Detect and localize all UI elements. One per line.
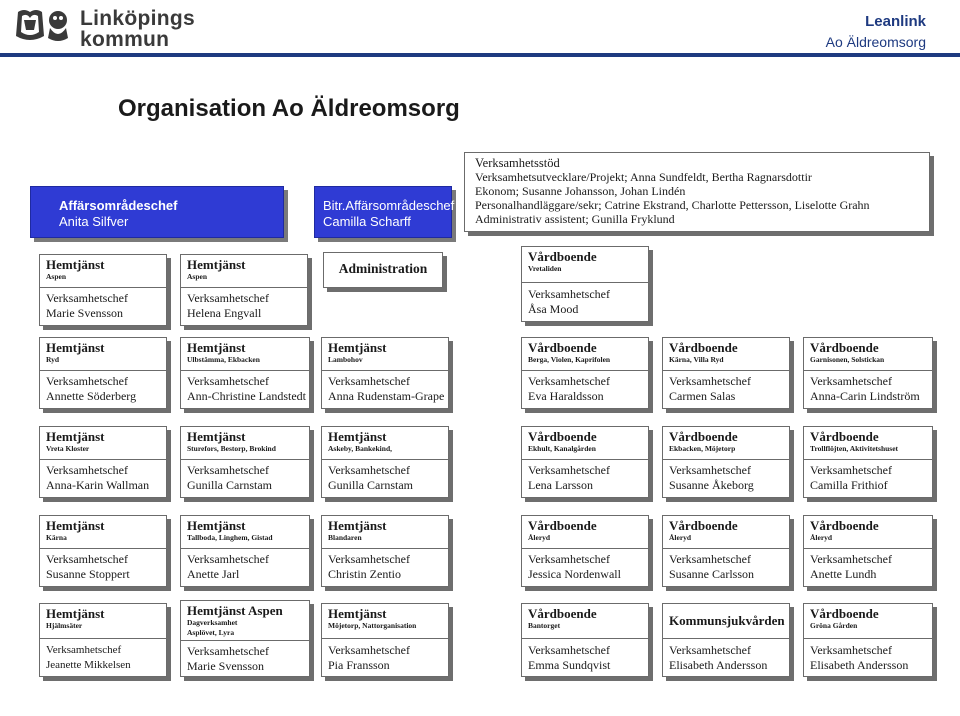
unit-title: Hemtjänst [187,257,246,272]
unit-sub: Ryd [46,355,60,364]
unit-sub: Vreta Kloster [46,444,90,453]
unit-header [40,516,166,549]
unit-name: Anette Lundh [810,567,877,581]
unit-box [321,337,449,409]
unit-box [662,603,790,677]
unit-role: Verksamhetschef [46,463,128,477]
unit-name: Camilla Frithiof [810,478,888,492]
unit-title: Hemtjänst [187,518,246,533]
unit-body [804,552,932,582]
unit-header [663,338,789,371]
header-unit: Ao Äldreomsorg [825,34,926,50]
unit-body [322,643,448,673]
unit-header [181,338,309,371]
unit-box [662,515,790,587]
unit-sub: Dagverksamhet [187,618,238,627]
unit-name: Annette Söderberg [46,389,137,403]
unit-title: Vårdboende [528,340,597,355]
unit-sub: Berga, Violen, Kaprifolen [528,355,611,364]
unit-sub: Ulbstämma, Ekbacken [187,355,260,364]
stod-heading: Verksamhetsstöd [475,156,560,170]
unit-header [322,604,448,639]
unit-role: Verksamhetschef [669,643,751,657]
unit-role: Verksamhetschef [669,552,751,566]
unit-name: Anna-Karin Wallman [46,478,150,492]
unit-box [321,515,449,587]
unit-role: Verksamhetschef [328,463,410,477]
unit-name: Jeanette Mikkelsen [46,659,131,671]
brand-line2: kommun [80,28,170,51]
unit-title: Vårdboende [810,606,879,621]
unit-title: Vårdboende [810,518,879,533]
unit-sub: Ekbacken, Möjetorp [669,444,736,453]
unit-role: Verksamhetschef [528,374,610,388]
chef-title: Affärsområdeschef [59,198,178,213]
unit-box [180,600,310,677]
unit-header [804,604,932,639]
unit-box [662,426,790,498]
unit-body [181,374,309,404]
unit-name: Lena Larsson [528,478,593,492]
unit-body [804,463,932,493]
unit-title: Vårdboende [669,429,738,444]
unit-body [40,374,166,404]
unit-header [40,604,166,639]
unit-body [181,552,309,582]
unit-title: Hemtjänst [187,340,246,355]
unit-box [803,337,933,409]
unit-sub: Garnisonen, Solstickan [810,355,885,364]
unit-body [322,374,448,404]
unit-box [521,246,649,322]
unit-box [39,515,167,587]
unit-sub: Aspen [187,272,208,281]
unit-header [40,338,166,371]
unit-role: Verksamhetschef [528,463,610,477]
unit-header [522,427,648,460]
unit-role: Verksamhetschef [528,287,610,301]
unit-header [522,516,648,549]
unit-sub: Blandaren [328,533,362,542]
unit-box [521,515,649,587]
unit-name: Ann-Christine Landstedt [187,389,306,403]
unit-role: Verksamhetschef [187,291,269,305]
unit-name: Pia Fransson [328,658,390,672]
unit-title: Hemtjänst [46,606,105,621]
unit-sub: Kärna, Villa Ryd [669,355,724,364]
unit-title: Vårdboende [669,518,738,533]
unit-role: Verksamhetschef [328,643,410,657]
unit-sub: Hjälmsäter [46,621,83,630]
unit-body [804,374,932,404]
chef-box [30,186,284,238]
unit-sub: Sturefors, Bestorp, Brokind [187,444,276,453]
brand-line1: Linköpings [80,7,195,30]
unit-sub: Bantorget [528,621,561,630]
unit-name: Susanne Stoppert [46,567,130,581]
unit-name: Christin Zentio [328,567,401,581]
unit-sub: Vretaliden [528,264,562,273]
unit-role: Verksamhetschef [46,644,122,656]
unit-name: Eva Haraldsson [528,389,604,403]
brand-name [80,8,195,50]
stod-line: Verksamhetsutvecklare/Projekt; Anna Sundfeldt, Bertha Ragnarsdottir [475,170,812,184]
unit-body [522,287,648,317]
unit-body [322,552,448,582]
unit-header [181,516,309,549]
unit-body [40,291,166,321]
unit-body [181,291,307,321]
unit-body [804,643,932,673]
unit-header [663,516,789,549]
unit-title: Hemtjänst [328,606,387,621]
unit-role: Verksamhetschef [187,644,269,658]
unit-title: Hemtjänst [328,340,387,355]
unit-box [39,337,167,409]
unit-name: Jessica Nordenwall [528,567,621,581]
header-divider [0,53,960,57]
unit-box [521,337,649,409]
unit-box [803,603,933,677]
unit-title: Hemtjänst [46,257,105,272]
unit-sub: Aspen [46,272,67,281]
unit-header [522,247,648,283]
unit-name: Gunilla Carnstam [328,478,413,492]
unit-sub: Tallboda, Linghem, Gistad [187,533,273,542]
unit-role: Verksamhetschef [187,374,269,388]
lion-crest-icon [14,6,76,44]
unit-body [40,643,166,673]
unit-name: Helena Engvall [187,306,262,320]
unit-sub: Trollflöjten, Aktivitetshuset [810,444,899,453]
unit-title: Vårdboende [669,340,738,355]
unit-role: Verksamhetschef [528,643,610,657]
unit-header [322,338,448,371]
unit-body [322,463,448,493]
unit-role: Verksamhetschef [46,374,128,388]
bitr-chef-name: Camilla Scharff [323,214,411,229]
administration-box [323,252,443,288]
unit-header [40,255,166,288]
unit-box [180,426,310,498]
unit-body [40,463,166,493]
unit-header [40,427,166,460]
unit-box [803,515,933,587]
unit-box [662,337,790,409]
unit-role: Verksamhetschef [810,643,892,657]
unit-header [181,427,309,460]
unit-header [804,338,932,371]
unit-box [321,603,449,677]
unit-name: Susanne Carlsson [669,567,754,581]
unit-title: Vårdboende [528,518,597,533]
unit-name: Susanne Åkeborg [669,478,754,492]
unit-box [321,426,449,498]
unit-title: Kommunsjukvården [669,613,785,628]
unit-header [181,255,307,288]
unit-role: Verksamhetschef [810,552,892,566]
unit-role: Verksamhetschef [669,374,751,388]
unit-title: Vårdboende [528,606,597,621]
unit-title: Hemtjänst [46,518,105,533]
unit-name: Anette Jarl [187,567,240,581]
bitr-chef-box [314,186,455,238]
header-right [826,12,926,52]
unit-role: Verksamhetschef [328,552,410,566]
unit-box [39,254,167,326]
unit-header [322,427,448,460]
verksamhetsstod-box [464,152,930,232]
unit-header [522,338,648,371]
unit-title: Hemtjänst [187,429,246,444]
stod-line: Ekonom; Susanne Johansson, Johan Lindén [475,184,686,198]
unit-box [180,254,308,326]
page-title: Organisation Ao Äldreomsorg [118,95,460,122]
unit-role: Verksamhetschef [46,291,128,305]
unit-title: Hemtjänst [46,340,105,355]
unit-title: Vårdboende [528,249,597,264]
bitr-chef-title: Bitr.Affärsområdeschef [323,198,455,213]
unit-name: Åsa Mood [528,302,579,316]
unit-box [521,426,649,498]
unit-sub: Lambohov [328,355,363,364]
unit-sub: Gröna Gården [810,621,858,630]
unit-body [522,463,648,493]
unit-title: Vårdboende [810,429,879,444]
unit-header [322,516,448,549]
stod-line: Personalhandläggare/sekr; Catrine Ekstrand, Charlotte Pettersson, Liselotte Grahn [475,198,870,212]
unit-sub: Ekhult, Kanalgården [528,444,596,453]
unit-role: Verksamhetschef [528,552,610,566]
unit-name: Marie Svensson [46,306,123,320]
unit-sub: Möjetorp, Nattorganisation [328,621,417,630]
unit-title: Vårdboende [528,429,597,444]
stod-line: Administrativ assistent; Gunilla Fryklund [475,212,675,226]
unit-box [180,337,310,409]
unit-box [39,603,167,677]
unit-body [181,463,309,493]
unit-role: Verksamhetschef [810,374,892,388]
unit-role: Verksamhetschef [328,374,410,388]
unit-sub: Åleryd [528,533,551,542]
unit-box [39,426,167,498]
unit-body [663,552,789,582]
unit-body [181,644,309,674]
unit-sub-2: Asplövet, Lyra [187,628,235,637]
unit-header [522,604,648,639]
chef-name: Anita Silfver [59,214,129,229]
unit-header [804,516,932,549]
unit-header [804,427,932,460]
unit-name: Marie Svensson [187,659,264,673]
unit-role: Verksamhetschef [810,463,892,477]
unit-header [663,604,789,639]
unit-body [522,552,648,582]
unit-box [521,603,649,677]
unit-title: Vårdboende [810,340,879,355]
unit-header [663,427,789,460]
unit-name: Elisabeth Andersson [810,658,909,672]
unit-header [181,601,309,641]
unit-sub: Åleryd [810,533,833,542]
unit-role: Verksamhetschef [187,552,269,566]
unit-box [180,515,310,587]
unit-name: Gunilla Carnstam [187,478,272,492]
administration-label: Administration [338,261,428,276]
unit-body [40,552,166,582]
unit-box [803,426,933,498]
unit-name: Elisabeth Andersson [669,658,768,672]
unit-sub: Åleryd [669,533,692,542]
unit-title: Hemtjänst [328,518,387,533]
unit-role: Verksamhetschef [187,463,269,477]
unit-body [663,643,789,673]
unit-body [522,643,648,673]
unit-name: Anna Rudenstam-Grape [328,389,445,403]
unit-title: Hemtjänst [328,429,387,444]
unit-role: Verksamhetschef [669,463,751,477]
unit-body [663,374,789,404]
unit-sub: Kärna [46,533,67,542]
unit-sub: Askeby, Bankekind, [328,444,392,453]
header-org: Leanlink [865,13,926,30]
unit-body [663,463,789,493]
unit-title: Hemtjänst Aspen [187,603,283,618]
unit-name: Emma Sundqvist [528,658,611,672]
unit-body [522,374,648,404]
unit-title: Hemtjänst [46,429,105,444]
unit-name: Carmen Salas [669,389,736,403]
unit-role: Verksamhetschef [46,552,128,566]
unit-name: Anna-Carin Lindström [810,389,920,403]
